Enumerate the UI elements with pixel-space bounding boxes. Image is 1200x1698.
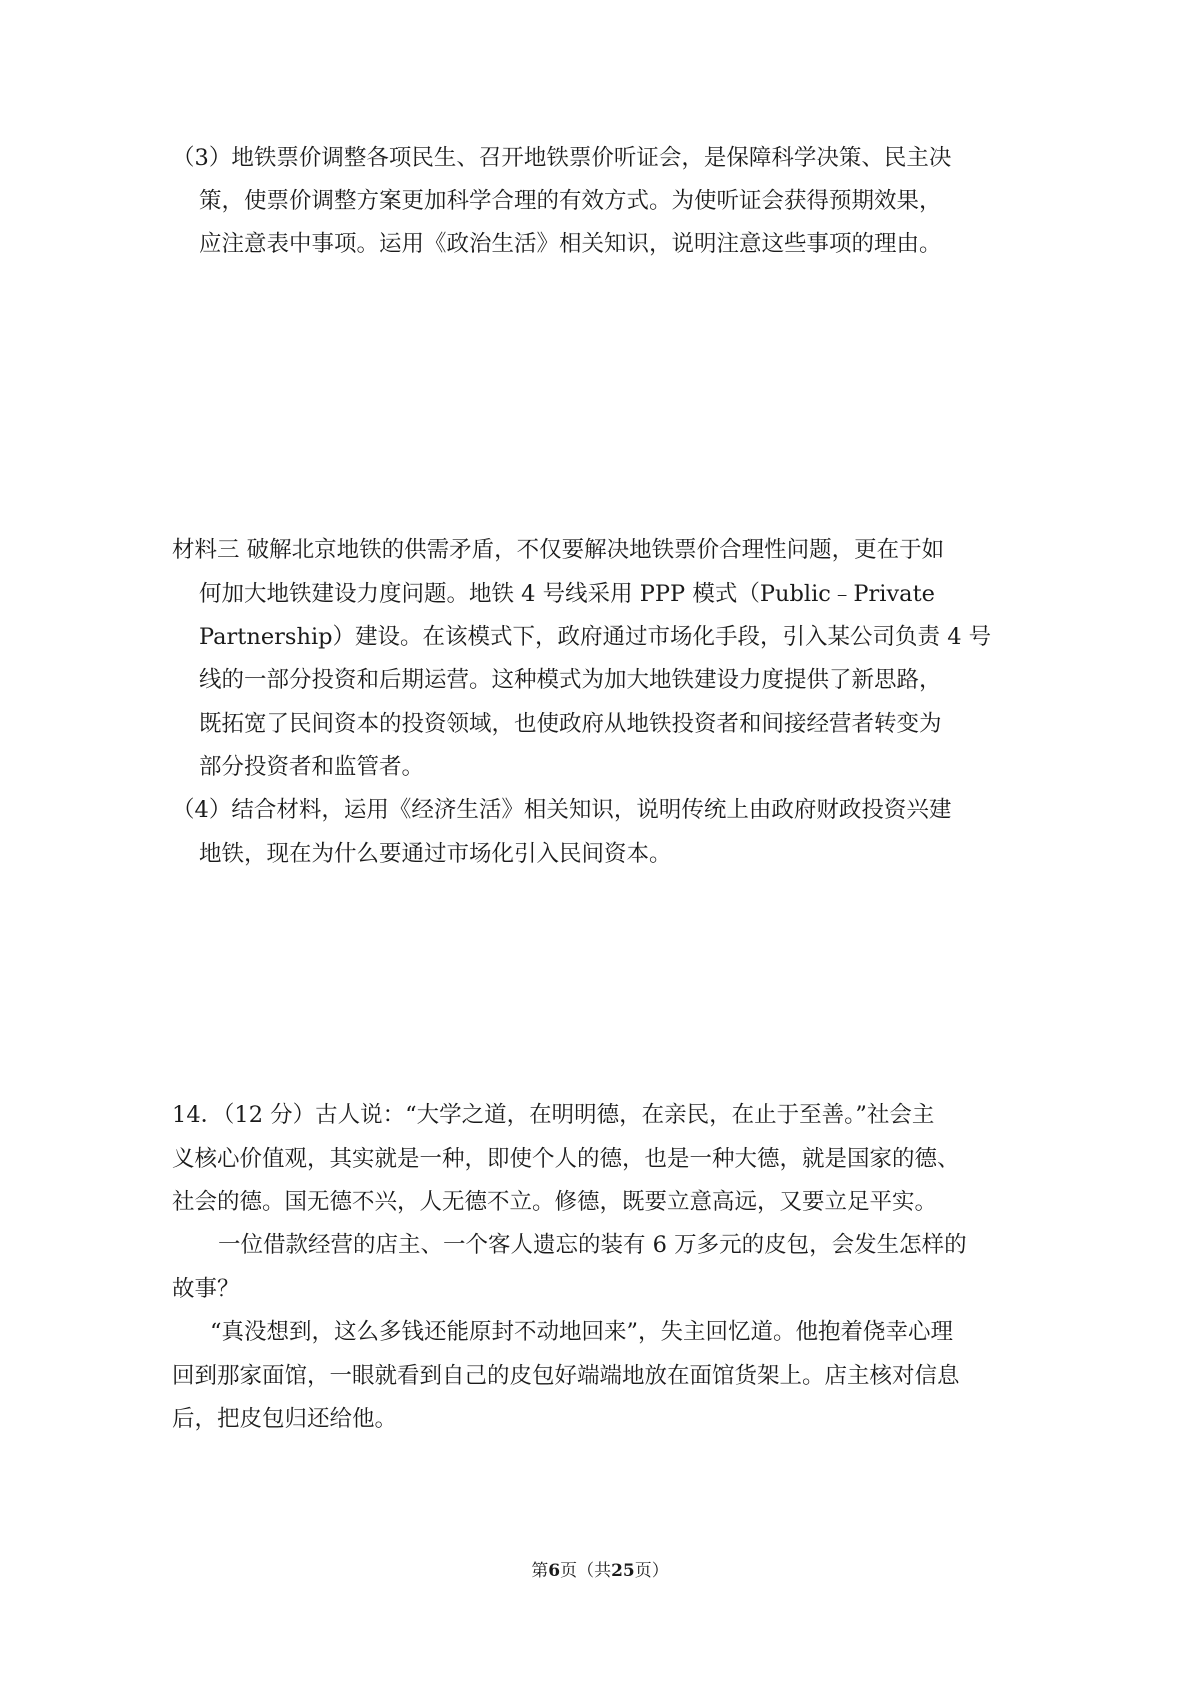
- material3-line-1: 材料三 破解北京地铁的供需矛盾，不仅要解决地铁票价合理性问题，更在于如: [172, 537, 945, 563]
- footer-page-number: 6: [548, 1561, 561, 1581]
- q4-line-1: （4）结合材料，运用《经济生活》相关知识，说明传统上由政府财政投资兴建: [172, 797, 952, 823]
- footer-suffix: 页）: [634, 1561, 669, 1581]
- q3-line-2: 策，使票价调整方案更加科学合理的有效方式。为使听证会获得预期效果，: [199, 188, 942, 214]
- material3-line-3: Partnership）建设。在该模式下，政府通过市场化手段，引入某公司负责 4 号: [199, 624, 992, 650]
- footer-total-pages: 25: [611, 1561, 635, 1581]
- material3-line-5: 既拓宽了民间资本的投资领域，也使政府从地铁投资者和间接经营者转变为: [199, 711, 942, 737]
- q3-line-1: （3）地铁票价调整各项民生、召开地铁票价听证会，是保障科学决策、民主决: [172, 145, 952, 171]
- q14-line-4: 一位借款经营的店主、一个客人遗忘的装有 6 万多元的皮包，会发生怎样的: [218, 1232, 967, 1258]
- material3-line-4: 线的一部分投资和后期运营。这种模式为加大地铁建设力度提供了新思路，: [199, 667, 942, 693]
- q14-line-3: 社会的德。国无德不兴，人无德不立。修德，既要立意高远，又要立足平实。: [172, 1189, 938, 1215]
- q14-line-7: 回到那家面馆，一眼就看到自己的皮包好端端地放在面馆货架上。店主核对信息: [172, 1363, 960, 1389]
- material3-line-2: 何加大地铁建设力度问题。地铁 4 号线采用 PPP 模式（Public﹣Private: [199, 581, 935, 607]
- q14-line-8: 后，把皮包归还给他。: [172, 1406, 398, 1432]
- footer-middle: 页（共: [560, 1561, 612, 1581]
- material3-line-6: 部分投资者和监管者。: [199, 754, 425, 780]
- q14-line-1: 14．（12 分）古人说：“大学之道，在明明德，在亲民，在止于至善。”社会主: [172, 1102, 935, 1128]
- footer-prefix: 第: [531, 1561, 549, 1581]
- q4-line-2: 地铁，现在为什么要通过市场化引入民间资本。: [199, 841, 672, 867]
- q14-line-5: 故事？: [172, 1276, 240, 1302]
- q3-line-3: 应注意表中事项。运用《政治生活》相关知识，说明注意这些事项的理由。: [199, 231, 942, 257]
- q14-line-6: “真没想到，这么多钱还能原封不动地回来”，失主回忆道。他抱着侥幸心理: [210, 1319, 954, 1345]
- page-footer: [0, 1563, 1200, 1580]
- q14-line-2: 义核心价值观，其实就是一种，即使个人的德，也是一种大德，就是国家的德、: [172, 1146, 960, 1172]
